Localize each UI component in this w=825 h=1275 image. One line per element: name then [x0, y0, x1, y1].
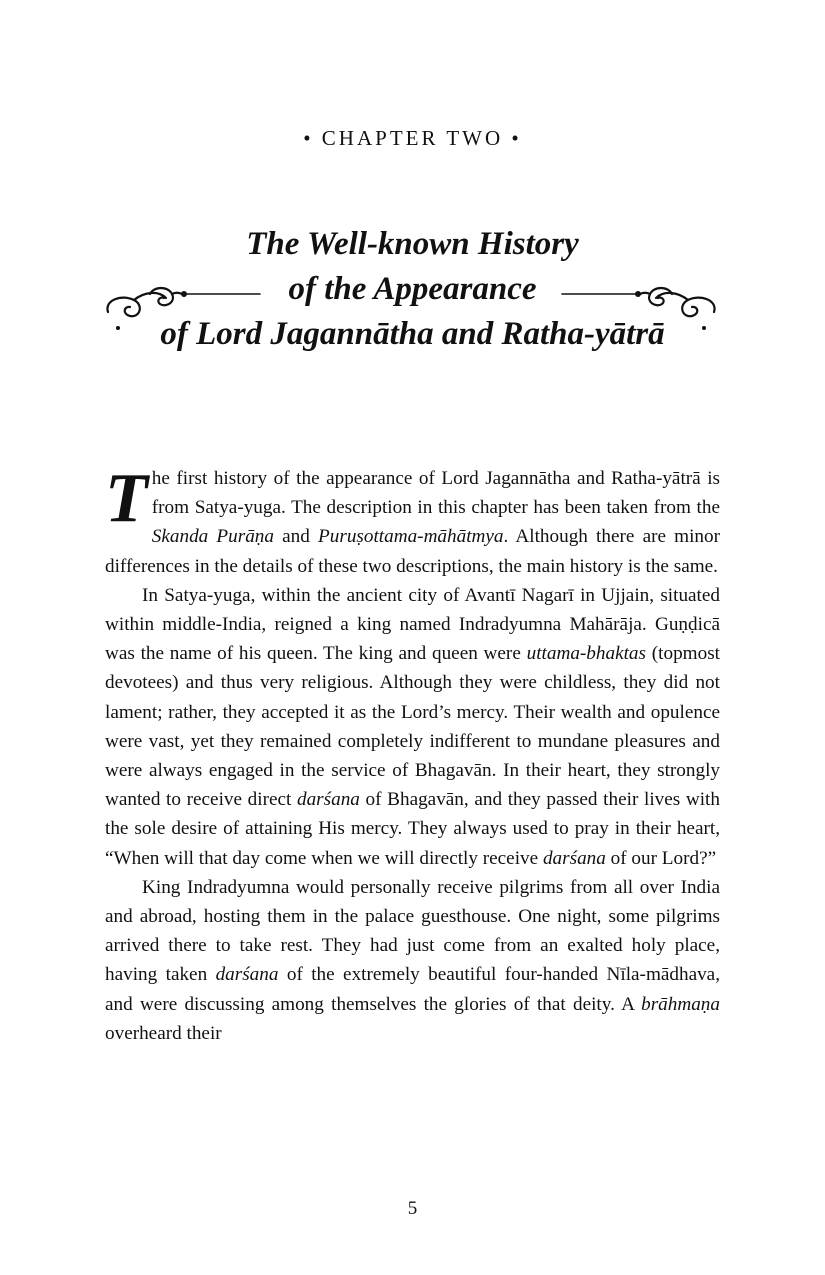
- page-number: 5: [407, 1198, 418, 1219]
- title-line-3: of Lord Jagannātha and Ratha-yātrā: [160, 316, 665, 352]
- paragraph-3: King Indradyumna would personally receive pilgrims from all over India and abroad, hosting them in the palace guesthouse. One night, some pilgrims arrived there to take rest. They had just come from an exalted holy place, having taken darśana of the extremely beautiful four-handed Nīla-mādhava, and were discussing among themselves the glories of that deity. A brāhmaṇa overheard their: [105, 876, 720, 1044]
- title-line-2: of the Appearance: [288, 271, 537, 307]
- chapter-title: [0, 222, 825, 357]
- chapter-heading: • CHAPTER TWO •: [303, 126, 522, 150]
- paragraph-1: The first history of the appearance of Lord Jagannātha and Ratha-yātrā is from Satya-yuga. The description in this chapter has been taken from the Skanda Purāṇa and Puruṣottama-māhātmya. Although there are minor differences in the details of these two descriptions, the main history is the same.: [105, 460, 720, 577]
- body-text: [105, 460, 720, 1048]
- drop-cap: T: [105, 460, 148, 537]
- title-line-1: The Well-known History: [246, 226, 579, 262]
- paragraph-2: In Satya-yuga, within the ancient city of Avantī Nagarī in Ujjain, situated within middle-India, reigned a king named Indradyumna Mahārāja. Guṇḍicā was the name of his queen. The king and queen were uttama-bhaktas (topmost devotees) and thus very religious. Although they were childless, they did not lament; rather, they accepted it as the Lord’s mercy. Their wealth and opulence were vast, yet they remained completely indifferent to mundane pleasures and were always engaged in the service of Bhagavān. In their heart, they strongly wanted to receive direct darśana of Bhagavān, and they passed their lives with the sole desire of attaining His mercy. They always used to pray in their heart, “When will that day come when we will directly receive darśana of our Lord?”: [105, 584, 720, 869]
